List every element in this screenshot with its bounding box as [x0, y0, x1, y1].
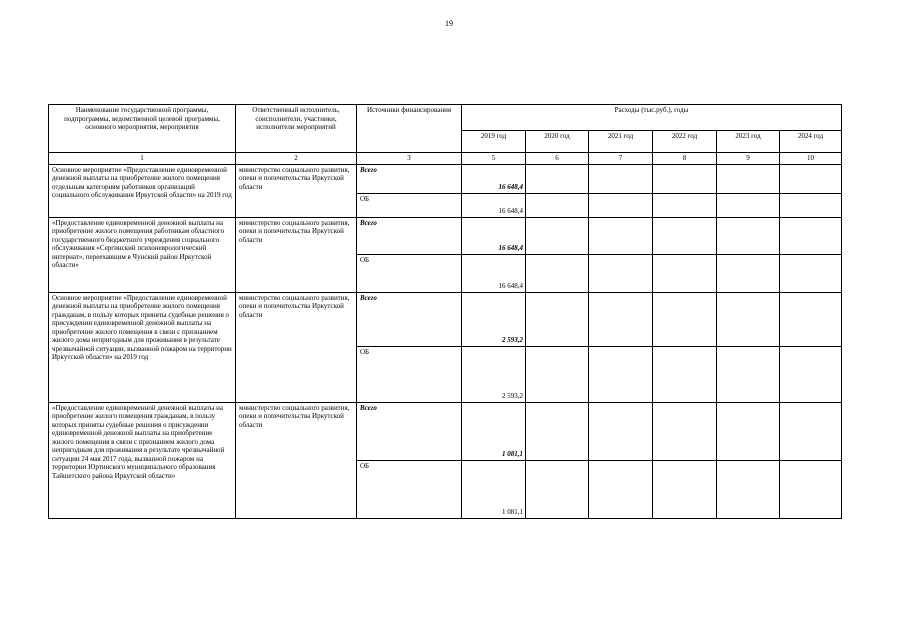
total-amount-2019: 16 648,4 [462, 217, 526, 254]
activity-name: «Предоставление единовременной денежной выплаты на приобретение жилого помещения работникам областного государственного бюджетного учреждения социального обслуживания «Сергинский психоневрологический интернат», переехавшим в Чунский район Иркутской области» [49, 217, 236, 292]
column-number: 10 [780, 153, 842, 165]
header-year: 2023 год [717, 131, 780, 153]
table-row [49, 217, 842, 254]
column-number: 3 [357, 153, 462, 165]
responsible-executor: министерство социального развития, опеки и попечительства Иркутской области [236, 217, 357, 292]
responsible-executor: министерство социального развития, опеки и попечительства Иркутской области [236, 292, 357, 402]
source-label: ОБ [357, 193, 462, 217]
table-row [49, 292, 842, 346]
column-number: 7 [589, 153, 653, 165]
source-amount-2019: 1 081,1 [462, 460, 526, 518]
column-number: 8 [653, 153, 717, 165]
page-number: 19 [445, 19, 453, 28]
header-year: 2019 год [462, 131, 526, 153]
total-label: Всего [357, 292, 462, 346]
source-label: ОБ [357, 346, 462, 402]
column-number: 1 [49, 153, 236, 165]
total-amount-2019: 16 648,4 [462, 164, 526, 193]
total-amount-2019: 2 593,2 [462, 292, 526, 346]
source-amount-2019: 16 648,4 [462, 254, 526, 292]
column-number: 5 [462, 153, 526, 165]
column-number: 6 [526, 153, 589, 165]
source-amount-2019: 2 593,2 [462, 346, 526, 402]
table-row [49, 164, 842, 193]
responsible-executor: министерство социального развития, опеки и попечительства Иркутской области [236, 402, 357, 518]
header-source: Источники финансирования [357, 105, 462, 153]
column-number: 2 [236, 153, 357, 165]
responsible-executor: министерство социального развития, опеки и попечительства Иркутской области [236, 164, 357, 217]
activity-name: «Предоставление единовременной денежной выплаты на приобретение жилого помещения гражданам, в пользу которых приняты судебные решения о присуждении единовременной денежной выплаты на приобретение жилого помещения в связи с признанием жилого дома непригодным для проживания в результате чрезвычайной ситуации 24 мая 2017 года, вызванной пожаром на территории Юртинского муниципального образования Тайшетского района Иркутской области» [49, 402, 236, 518]
header-year: 2022 год [653, 131, 717, 153]
source-label: ОБ [357, 460, 462, 518]
activity-name: Основное мероприятие «Предоставление единовременной денежной выплаты на приобретение жилого помещения отдельным категориям работников организаций социального обслуживания Иркутской области» на 2019 год [49, 164, 236, 217]
header-year: 2020 год [526, 131, 589, 153]
header-expenses: Расходы (тыс.руб.), годы [462, 105, 842, 131]
column-number: 9 [717, 153, 780, 165]
header-year: 2021 год [589, 131, 653, 153]
budget-table [48, 104, 842, 519]
header-name: Наименование государственной программы, подпрограммы, ведомственной целевой программы, основного мероприятия, мероприятия [49, 105, 236, 153]
source-amount-2019: 16 648,4 [462, 193, 526, 217]
header-responsible: Ответственный исполнитель, соисполнители, участники, исполнители мероприятий [236, 105, 357, 153]
header-year: 2024 год [780, 131, 842, 153]
total-label: Всего [357, 217, 462, 254]
total-label: Всего [357, 164, 462, 193]
activity-name: Основное мероприятие «Предоставление единовременной денежной выплаты на приобретение жилого помещения гражданам, в пользу которых приняты судебные решения о присуждении единовременной денежной выплаты на приобретение жилого помещения в связи с признанием жилого дома непригодным для проживания в результате чрезвычайной ситуации, вызванной пожаром на территории Иркутской области» на 2019 год [49, 292, 236, 402]
source-label: ОБ [357, 254, 462, 292]
table-row [49, 402, 842, 460]
total-amount-2019: 1 081,1 [462, 402, 526, 460]
total-label: Всего [357, 402, 462, 460]
